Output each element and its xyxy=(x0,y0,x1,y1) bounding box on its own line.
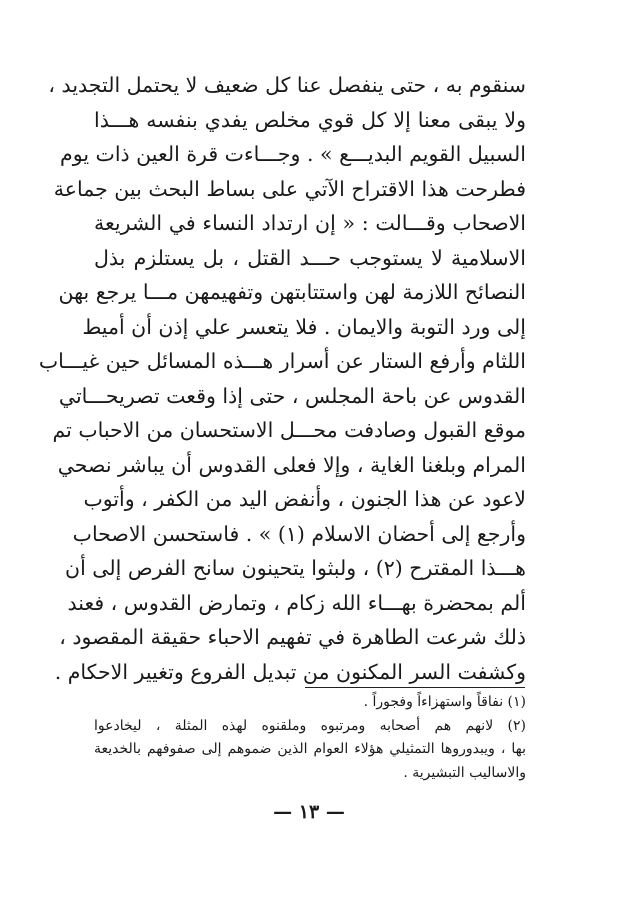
footnote-line: بها ، ويبدوروها التمثيلي هؤلاء العوام الذين ضموهم إلى صفوفهم بالخديعة xyxy=(94,741,526,757)
page-number: — ١٣ — xyxy=(273,801,345,823)
text-line: فطرحت هذا الاقتراح الآتي على بساط البحث بين جماعة xyxy=(53,176,526,201)
text-line: اللثام وأرفع الستار عن أسرار هـــذه المسائل حين غيـــاب xyxy=(38,349,526,373)
footnote-line: والاساليب التبشيرية . xyxy=(403,764,526,781)
footnote-divider xyxy=(305,687,525,688)
text-line: القدوس عن باحة المجلس ، حتى إذا وقعت تصريحـــاتي xyxy=(58,383,526,408)
text-line: سنقوم به ، حتى ينفصل عنا كل ضعيف لا يحتمل التجديد ، xyxy=(48,73,526,97)
text-line: المرام وبلغنا الغاية ، وإلا فعلى القدوس أن يباشر نصحي xyxy=(57,452,526,477)
text-line: ذلك شرعت الطاهرة في تفهيم الاحباء حقيقة المقصود ، xyxy=(59,625,526,649)
text-line: السبيل القويم البديـــع » . وجـــاءت قرة العين ذات يوم xyxy=(60,142,526,166)
text-line: هـــذا المقترح (٢) ، ولبثوا يتحينون سانح الفرص إلى أن xyxy=(65,556,526,580)
text-line: وكشفت السر المكنون من تبديل الفروع وتغيير الاحكام . xyxy=(54,659,526,684)
footnote-line: (١) نفاقاً واستهزاءاً وفجوراً . xyxy=(363,694,526,710)
text-line: وأرجع إلى أحضان الاسلام (١) » . فاستحسن الاصحاب xyxy=(72,521,526,546)
text-line: النصائح اللازمة لهن واستتابتهن وتفهيمهن مـــا يرجع بهن xyxy=(58,280,526,304)
text-line: ولا يبقى معنا إلا كل قوي مخلص يفدي بنفسه هـــذا xyxy=(94,107,526,132)
text-line: الاصحاب وقـــالت : « إن ارتداد النساء في الشريعة xyxy=(94,211,526,235)
text-line: لاعود عن هذا الجنون ، وأنفض اليد من الكفر ، وأتوب xyxy=(83,487,526,511)
text-line: الاسلامية لا يستوجب حـــد القتل ، بل يستلزم بذل xyxy=(94,245,526,270)
text-line: إلى ورد التوبة والايمان . فلا يتعسر علي إذن أن أميط xyxy=(82,314,526,339)
footnote-line: (٢) لانهم هم أصحابه ومرتبوه وملقنوه لهذه المثلة ، ليخادعوا xyxy=(94,717,526,734)
footnotes-block xyxy=(94,691,526,785)
main-text-block xyxy=(38,68,526,689)
text-line: ألم بمحضرة بهـــاء الله زكام ، وتمارض القدوس ، فعند xyxy=(67,590,526,615)
text-line: موقع القبول وصادفت محـــل الاستحسان من الاحباب تم xyxy=(52,418,526,442)
